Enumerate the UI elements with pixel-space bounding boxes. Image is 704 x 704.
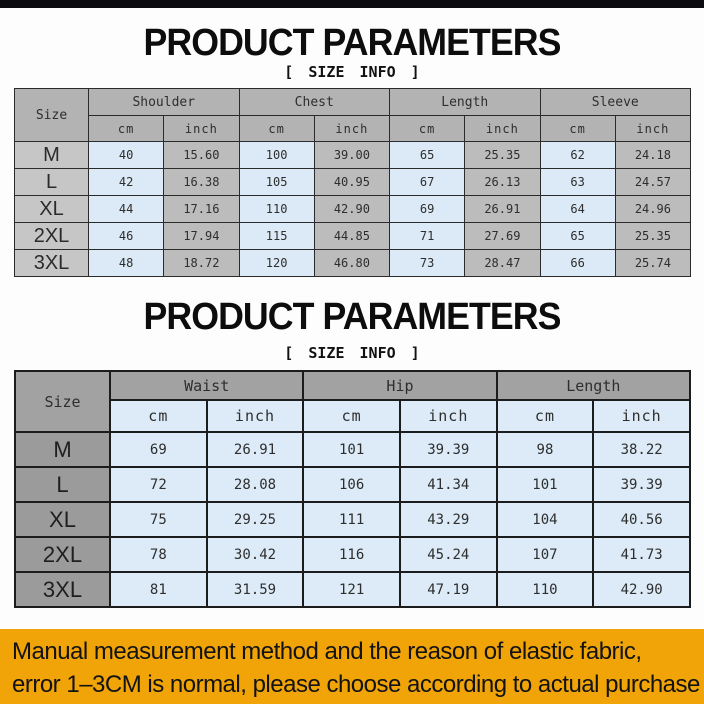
- unit-header-cm: cm: [497, 400, 594, 432]
- unit-header-inch: inch: [593, 400, 690, 432]
- value-cell: 26.91: [465, 196, 540, 223]
- value-cell: 43.29: [400, 502, 497, 537]
- value-cell: 48: [89, 250, 164, 277]
- table-row: [15, 250, 691, 277]
- size-column-header: Size: [15, 371, 110, 432]
- value-cell: 25.35: [615, 223, 690, 250]
- value-cell: 44: [89, 196, 164, 223]
- value-cell: 104: [497, 502, 594, 537]
- group-header-hip: Hip: [303, 371, 496, 400]
- group-header-length: Length: [390, 89, 541, 116]
- value-cell: 71: [390, 223, 465, 250]
- value-cell: 101: [497, 467, 594, 502]
- size-label: L: [15, 169, 89, 196]
- size-label: 2XL: [15, 223, 89, 250]
- size-label: L: [15, 467, 110, 502]
- note-line-2: error 1–3CM is normal, please choose according to actual purchase: [12, 671, 700, 698]
- value-cell: 67: [390, 169, 465, 196]
- value-cell: 16.38: [164, 169, 239, 196]
- value-cell: 26.91: [207, 432, 304, 467]
- value-cell: 73: [390, 250, 465, 277]
- group-header-length: Length: [497, 371, 690, 400]
- top-black-bar: [0, 0, 704, 8]
- value-cell: 27.69: [465, 223, 540, 250]
- value-cell: 39.39: [593, 467, 690, 502]
- unit-header-inch: inch: [207, 400, 304, 432]
- section2-title: PRODUCT PARAMETERS: [143, 296, 561, 338]
- value-cell: 100: [239, 142, 314, 169]
- value-cell: 29.25: [207, 502, 304, 537]
- value-cell: 46: [89, 223, 164, 250]
- table-row: [15, 502, 690, 537]
- measurement-note-banner: [0, 629, 704, 704]
- table-row: [15, 169, 691, 196]
- value-cell: 42.90: [593, 572, 690, 607]
- size-table-bottom: [14, 370, 691, 608]
- value-cell: 39.00: [314, 142, 389, 169]
- table-row: [15, 467, 690, 502]
- group-header-chest: Chest: [239, 89, 390, 116]
- value-cell: 15.60: [164, 142, 239, 169]
- value-cell: 116: [303, 537, 400, 572]
- value-cell: 64: [540, 196, 615, 223]
- table-row: [15, 142, 691, 169]
- value-cell: 24.18: [615, 142, 690, 169]
- value-cell: 40: [89, 142, 164, 169]
- value-cell: 40.95: [314, 169, 389, 196]
- value-cell: 69: [390, 196, 465, 223]
- size-column-header: Size: [15, 89, 89, 142]
- value-cell: 107: [497, 537, 594, 572]
- table-row: [15, 196, 691, 223]
- value-cell: 45.24: [400, 537, 497, 572]
- value-cell: 110: [497, 572, 594, 607]
- value-cell: 17.94: [164, 223, 239, 250]
- value-cell: 75: [110, 502, 207, 537]
- value-cell: 17.16: [164, 196, 239, 223]
- value-cell: 28.08: [207, 467, 304, 502]
- value-cell: 121: [303, 572, 400, 607]
- value-cell: 30.42: [207, 537, 304, 572]
- unit-header-cm: cm: [303, 400, 400, 432]
- section1-subtitle: [ SIZE INFO ]: [284, 63, 420, 81]
- value-cell: 25.35: [465, 142, 540, 169]
- value-cell: 42: [89, 169, 164, 196]
- unit-header-inch: inch: [615, 116, 690, 142]
- table-row: [15, 537, 690, 572]
- size-table-top: [14, 88, 691, 277]
- value-cell: 105: [239, 169, 314, 196]
- section2-subtitle: [ SIZE INFO ]: [284, 344, 420, 362]
- value-cell: 25.74: [615, 250, 690, 277]
- unit-header-inch: inch: [164, 116, 239, 142]
- value-cell: 78: [110, 537, 207, 572]
- value-cell: 26.13: [465, 169, 540, 196]
- size-label: XL: [15, 502, 110, 537]
- value-cell: 98: [497, 432, 594, 467]
- value-cell: 44.85: [314, 223, 389, 250]
- value-cell: 115: [239, 223, 314, 250]
- size-label: 3XL: [15, 250, 89, 277]
- value-cell: 110: [239, 196, 314, 223]
- group-header-shoulder: Shoulder: [89, 89, 240, 116]
- unit-header-cm: cm: [89, 116, 164, 142]
- value-cell: 63: [540, 169, 615, 196]
- value-cell: 81: [110, 572, 207, 607]
- value-cell: 38.22: [593, 432, 690, 467]
- size-label: 3XL: [15, 572, 110, 607]
- size-label: XL: [15, 196, 89, 223]
- group-header-sleeve: Sleeve: [540, 89, 691, 116]
- unit-header-inch: inch: [314, 116, 389, 142]
- value-cell: 40.56: [593, 502, 690, 537]
- note-line-1: Manual measurement method and the reason of elastic fabric,: [12, 638, 642, 665]
- value-cell: 24.96: [615, 196, 690, 223]
- value-cell: 106: [303, 467, 400, 502]
- section1-title: PRODUCT PARAMETERS: [143, 22, 561, 64]
- size-label: M: [15, 142, 89, 169]
- value-cell: 24.57: [615, 169, 690, 196]
- unit-header-cm: cm: [239, 116, 314, 142]
- unit-header-inch: inch: [400, 400, 497, 432]
- value-cell: 101: [303, 432, 400, 467]
- value-cell: 65: [390, 142, 465, 169]
- group-header-waist: Waist: [110, 371, 303, 400]
- value-cell: 41.73: [593, 537, 690, 572]
- size-label: M: [15, 432, 110, 467]
- size-label: 2XL: [15, 537, 110, 572]
- value-cell: 28.47: [465, 250, 540, 277]
- table-row: [15, 223, 691, 250]
- value-cell: 65: [540, 223, 615, 250]
- value-cell: 42.90: [314, 196, 389, 223]
- value-cell: 46.80: [314, 250, 389, 277]
- unit-header-cm: cm: [110, 400, 207, 432]
- value-cell: 31.59: [207, 572, 304, 607]
- table-row: [15, 432, 690, 467]
- table-row: [15, 572, 690, 607]
- value-cell: 111: [303, 502, 400, 537]
- value-cell: 47.19: [400, 572, 497, 607]
- unit-header-cm: cm: [390, 116, 465, 142]
- value-cell: 120: [239, 250, 314, 277]
- value-cell: 62: [540, 142, 615, 169]
- value-cell: 41.34: [400, 467, 497, 502]
- value-cell: 39.39: [400, 432, 497, 467]
- value-cell: 66: [540, 250, 615, 277]
- value-cell: 72: [110, 467, 207, 502]
- unit-header-inch: inch: [465, 116, 540, 142]
- unit-header-cm: cm: [540, 116, 615, 142]
- value-cell: 69: [110, 432, 207, 467]
- value-cell: 18.72: [164, 250, 239, 277]
